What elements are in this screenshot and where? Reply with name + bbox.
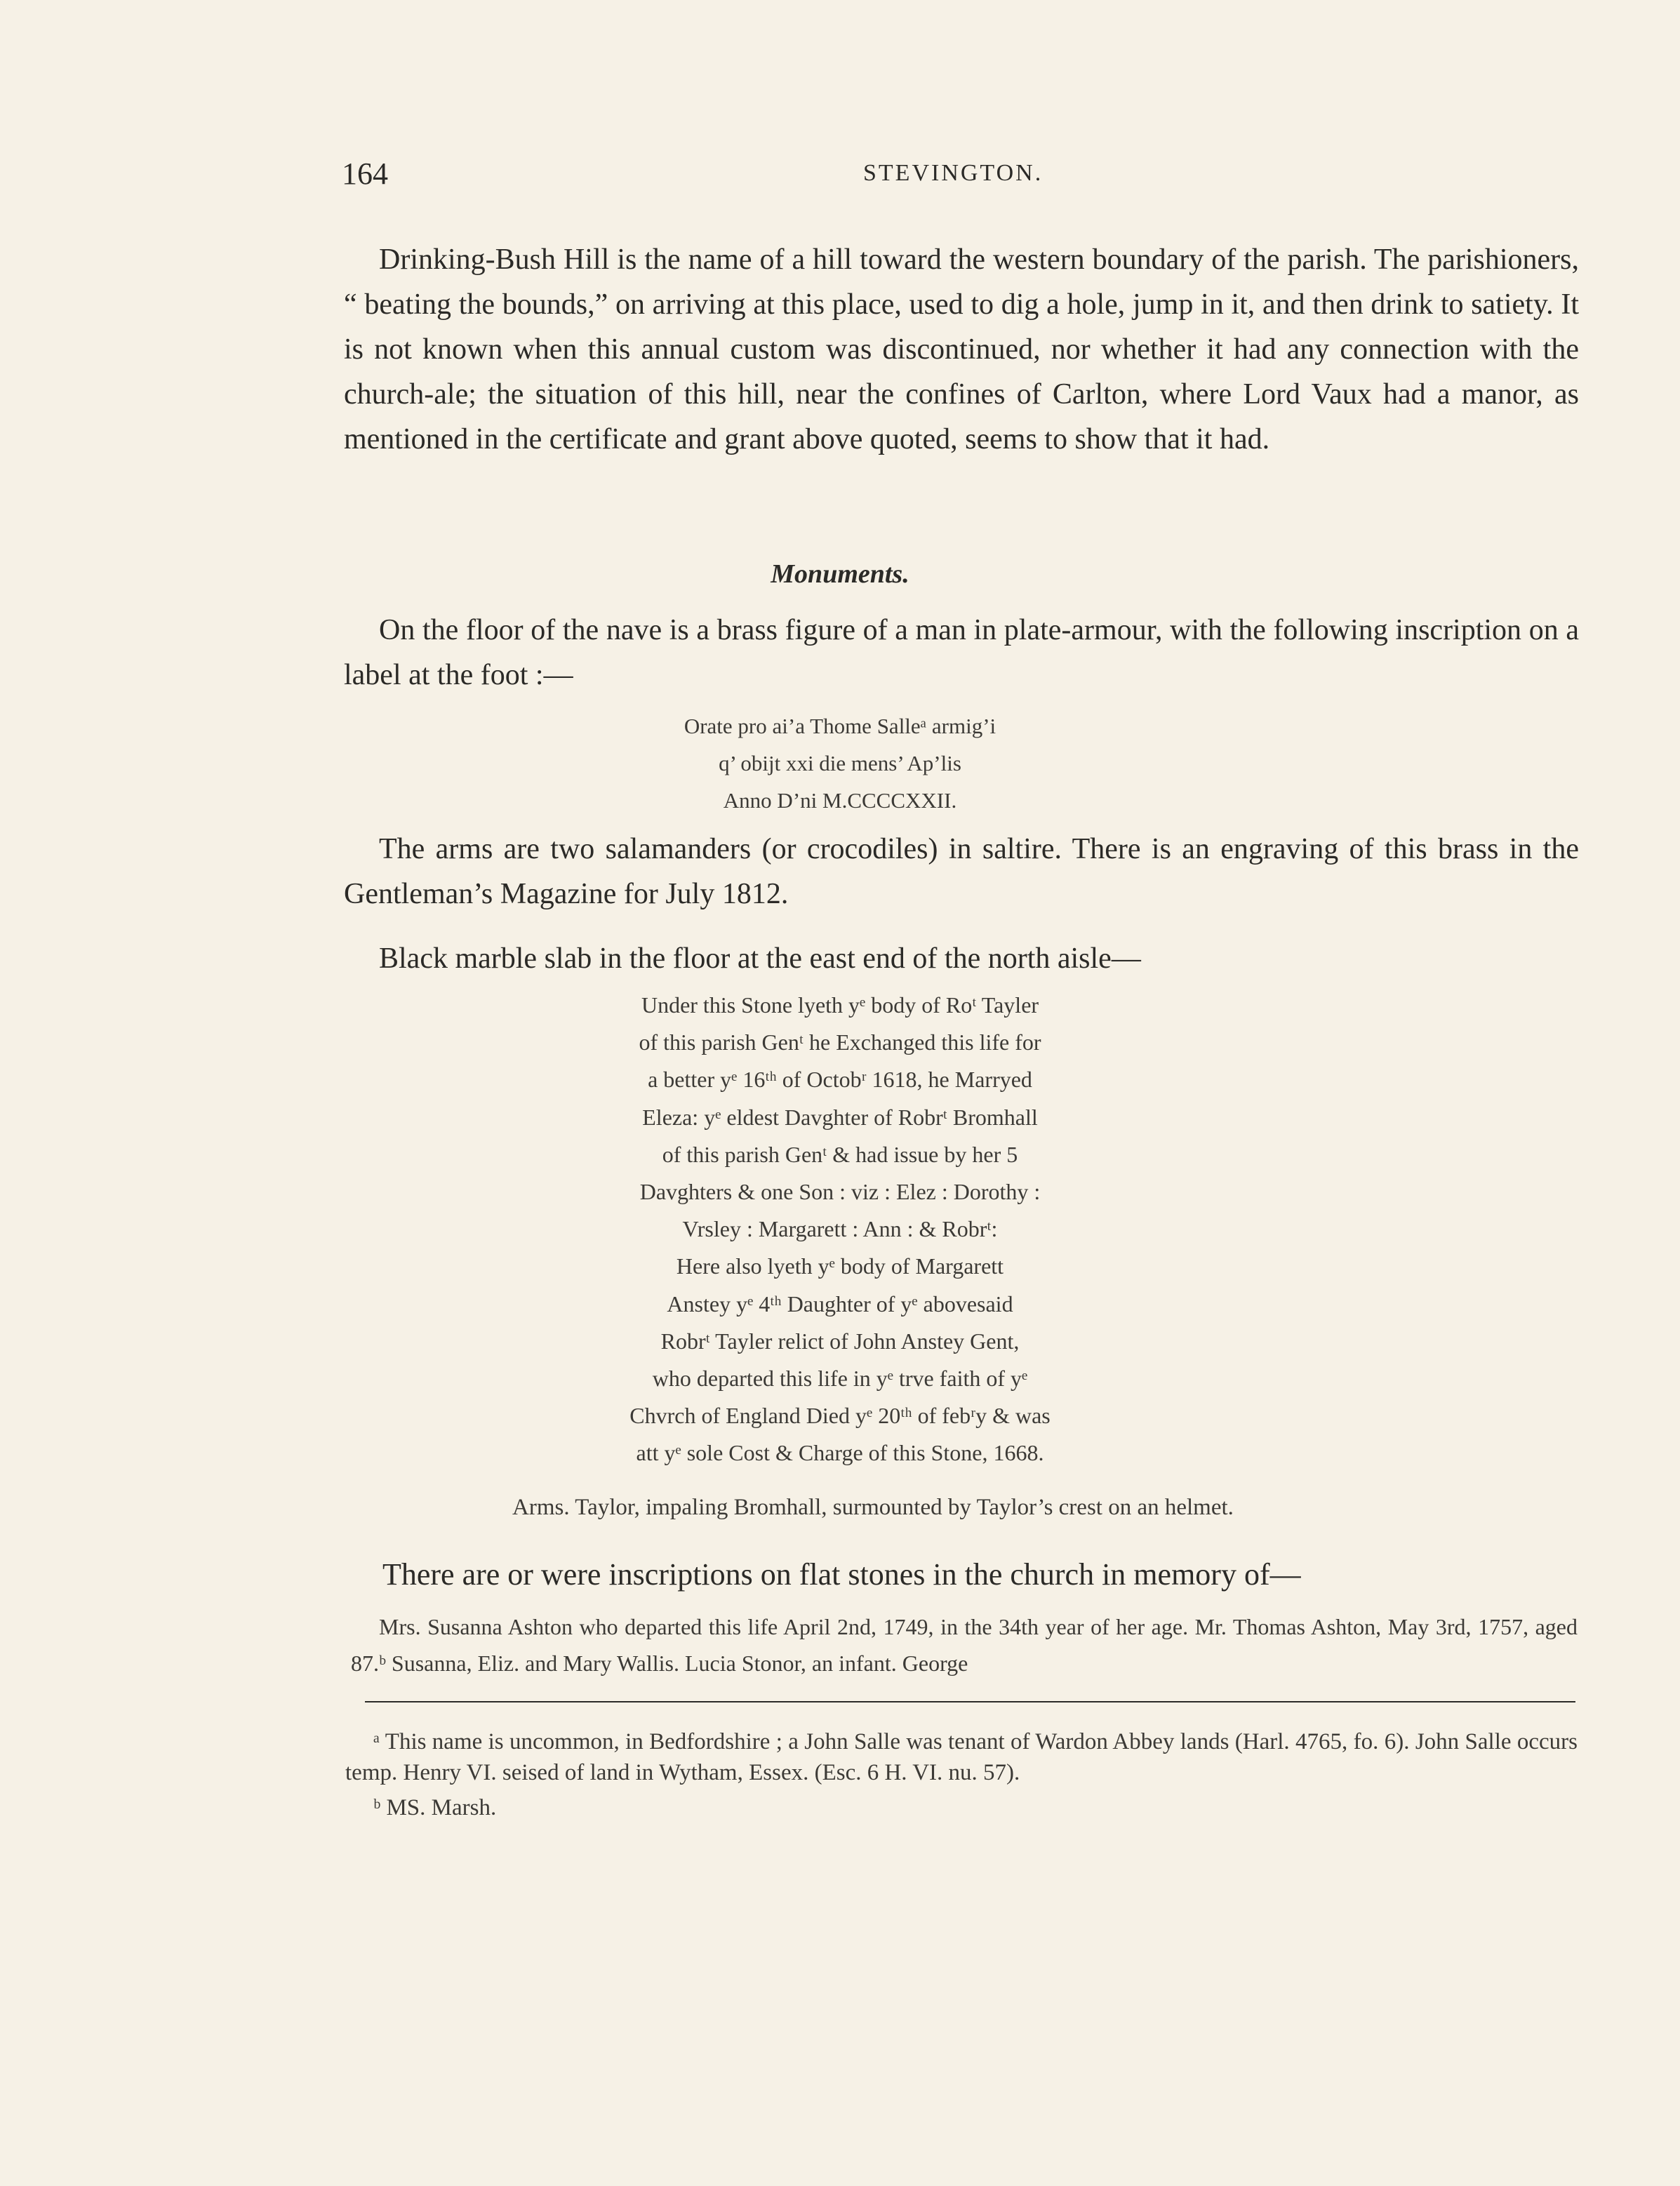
inscription-line: who departed this life in yᵉ trve faith of yᵉ <box>652 1366 1028 1392</box>
inscription-line: q’ obijt xxi die mens’ Ap’lis <box>719 751 961 775</box>
inscription-line: Chvrch of England Died yᵉ 20ᵗʰ of febʳy & was <box>629 1403 1051 1429</box>
inscription-line: Here also lyeth yᵉ body of Margarett <box>676 1253 1004 1279</box>
inscription-line: att yᵉ sole Cost & Charge of this Stone, 1668. <box>636 1440 1044 1466</box>
paragraph-drinking-bush-hill: Drinking-Bush Hill is the name of a hill toward the western boundary of the parish. The parishioners, “ beating the bounds,” on arriving at this place, used to dig a hole, jump in it, and then drink to satiety. It is not known when this annual custom was discontinued, nor whether it had any connection with the church-ale; the situation of this hill, near the confines of Carlton, where Lord Vaux had a manor, as mentioned in the certificate and grant above quoted, seems to show that it had. <box>344 244 1579 455</box>
arms-note: Arms. Taylor, impaling Bromhall, surmounted by Taylor’s crest on an helmet. <box>512 1495 1234 1520</box>
slab-inscription <box>0 987 1680 1472</box>
running-head: STEVINGTON. <box>863 160 1044 186</box>
paragraph-arms-salamanders: The arms are two salamanders (or crocodiles) in saltire. There is an engraving of this brass in the Gentleman’s Magazine for July 1812. <box>344 833 1579 910</box>
footnotes <box>345 1726 1578 1827</box>
inscription-line: of this parish Genᵗ & had issue by her 5 <box>662 1141 1018 1167</box>
inscription-line: Anstey yᵉ 4ᵗʰ Daughter of yᵉ abovesaid <box>667 1291 1013 1317</box>
inscription-line: Robrᵗ Tayler relict of John Anstey Gent, <box>660 1328 1020 1354</box>
footnote-rule <box>365 1701 1575 1702</box>
inscription-line: Eleza: yᵉ eldest Davghter of Robrᵗ Bromhall <box>642 1104 1038 1130</box>
inscription-line: Anno D’ni M.CCCCXXII. <box>723 788 957 813</box>
inscription-line: Davghters & one Son : viz : Elez : Dorothy : <box>639 1179 1041 1205</box>
page-number: 164 <box>342 156 388 191</box>
section-heading-monuments: Monuments. <box>771 559 909 589</box>
inscription-line: Vrsley : Margarett : Ann : & Robrᵗ: <box>682 1216 998 1242</box>
memory-intro: There are or were inscriptions on flat stones in the church in memory of— <box>382 1557 1301 1592</box>
paragraph-black-marble-slab: Black marble slab in the floor at the east end of the north aisle— <box>379 942 1141 975</box>
inscription-line: Orate pro ai’a Thome Salleᵃ armig’i <box>684 714 996 738</box>
memory-list: Mrs. Susanna Ashton who departed this life April 2nd, 1749, in the 34th year of her age. Mr. Thomas Ashton, May 3rd, 1757, aged 87.ᵇ Susanna, Eliz. and Mary Wallis. Lucia Stonor, an infant. George <box>351 1614 1578 1676</box>
inscription-line: a better yᵉ 16ᵗʰ of Octobʳ 1618, he Marryed <box>648 1067 1032 1093</box>
footnote-a: ᵃ This name is uncommon, in Bedfordshire ; a John Salle was tenant of Wardon Abbey lands (Harl. 4765, fo. 6). John Salle occurs temp. Henry VI. seised of land in Wytham, Essex. (Esc. 6 H. VI. nu. 57). <box>345 1729 1578 1785</box>
brass-inscription <box>0 707 1680 819</box>
inscription-line: Under this Stone lyeth yᵉ body of Roᵗ Tayler <box>641 992 1039 1018</box>
paragraph-brass-figure: On the floor of the nave is a brass figure of a man in plate-armour, with the following inscription on a label at the foot :— <box>344 614 1579 691</box>
inscription-line: of this parish Genᵗ he Exchanged this life for <box>639 1029 1041 1055</box>
footnote-b: ᵇ MS. Marsh. <box>373 1795 497 1820</box>
